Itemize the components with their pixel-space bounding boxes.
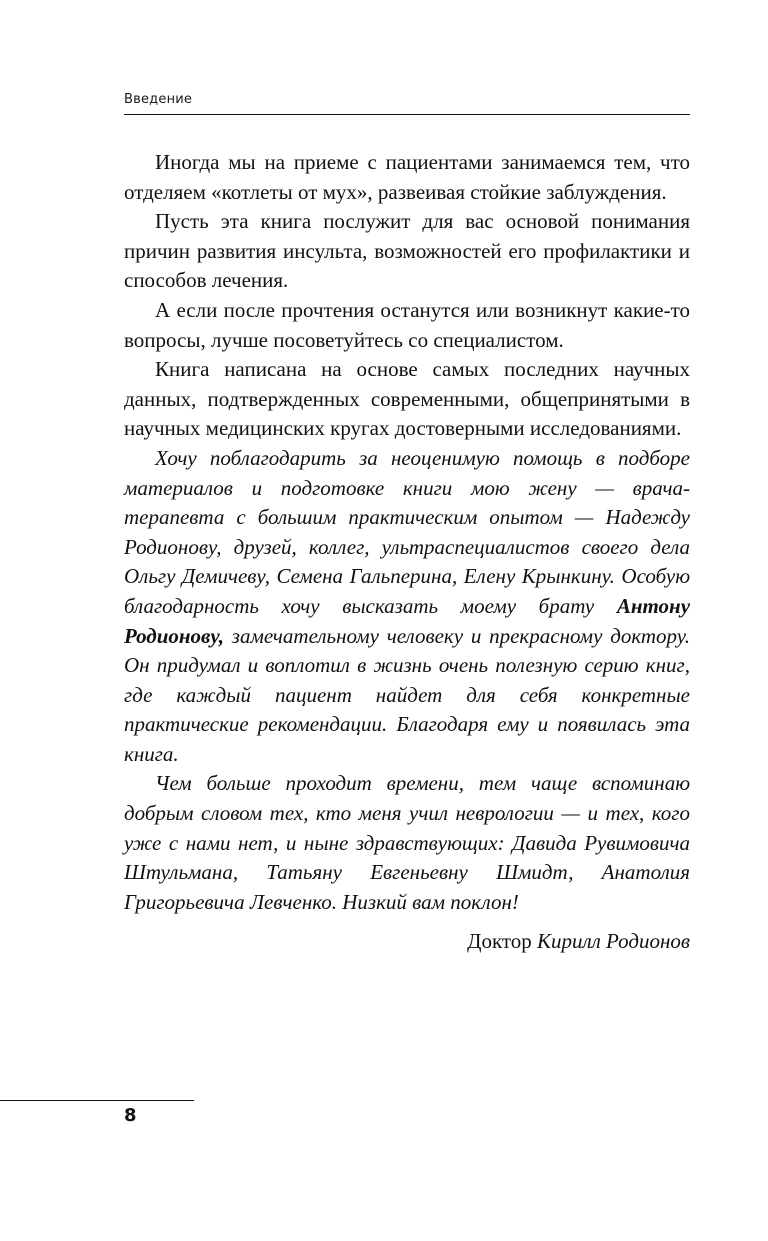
signature-title: Доктор (467, 929, 532, 954)
acknowledgement-text-start: Хочу поблагодарить за неоценимую помощь в подборе материалов и подготовке книги мою жену — врача-терапевта с большим практическим опытом — Надежду Родионову, друзей, коллег, ультраспециалистов своего дела Ольгу Демичеву, Семена Гальперина, Елену Крынкину. Особую благодарность хочу высказать моему брату (124, 445, 690, 618)
acknowledgement-paragraph (124, 444, 690, 770)
signature-line (124, 927, 690, 957)
acknowledgement-text-end: замечательному человеку и прекрасному доктору. Он придумал и воплотил в жизнь очень полезную серию книг, где каждый пациент найдет для себя конкретные практические рекомендации. Благодаря ему и появилась эта книга. (124, 623, 690, 766)
memory-paragraph: Чем больше проходит времени, тем чаще вспоминаю добрым словом тех, кто меня учил неврологии — и тех, кого уже с нами нет, и ныне здравствующих: Давида Рувимовича Штульмана, Татьяну Евгеньевну Шмидт, Анатолия Григорьевича Левченко. Низкий вам поклон! (124, 771, 690, 914)
paragraph-2: Пусть эта книга послужит для вас основой понимания причин развития инсульта, возможностей его профилактики и способов лечения. (124, 209, 690, 293)
acknowledgement-highlighted-name: Антону Родионову, (124, 593, 691, 648)
paragraph-4: Книга написана на основе самых последних научных данных, подтвержденных современными, общепринятыми в научных медицинских кругах достоверными исследованиями. (124, 357, 690, 441)
running-head-title: Введение (124, 92, 193, 107)
paragraph-1: Иногда мы на приеме с пациентами занимаемся тем, что отделяем «котлеты от мух», развеивая стойкие заблуждения. (124, 150, 690, 204)
page-number: 8 (124, 1105, 137, 1126)
footer-rule (0, 1100, 194, 1101)
paragraph-3: А если после прочтения останутся или возникнут какие-то вопросы, лучше посоветуйтесь со специалистом. (124, 297, 690, 352)
signature-name: Кирилл Родионов (537, 929, 690, 954)
main-text (124, 148, 690, 957)
header-rule (124, 114, 690, 115)
